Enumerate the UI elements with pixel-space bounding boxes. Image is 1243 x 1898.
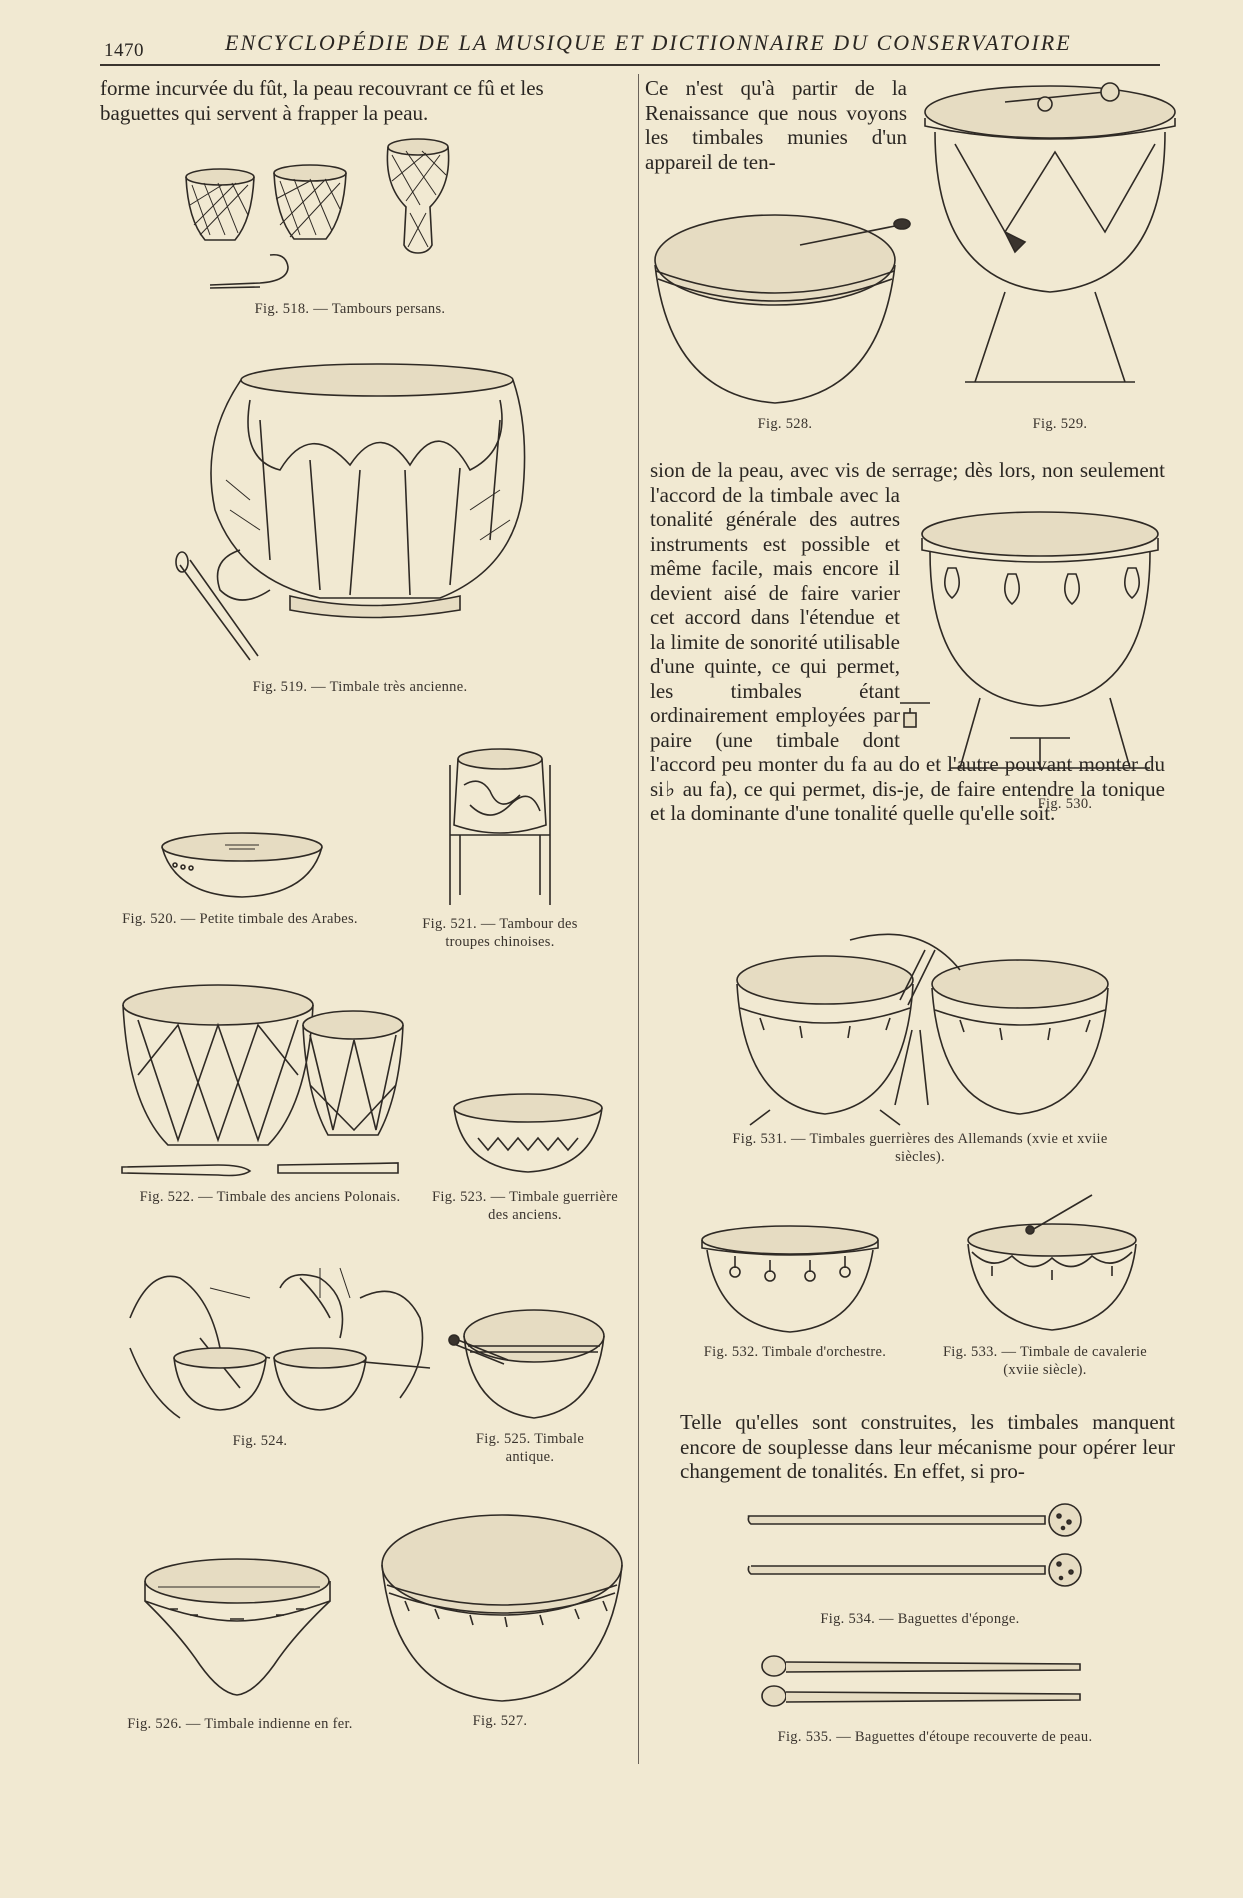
persian-drumstick xyxy=(210,255,288,285)
german-timbale-left xyxy=(737,956,913,1125)
persian-drum-3 xyxy=(387,139,448,253)
page-number: 1470 xyxy=(104,40,144,61)
tow-stick-2 xyxy=(786,1692,1080,1702)
fig-535-tow-sticks-illustration xyxy=(760,1650,1090,1720)
fig-526-caption: Fig. 526. — Timbale indienne en fer. xyxy=(127,1716,353,1732)
tow-stick-1 xyxy=(786,1662,1080,1672)
fig-526-indian-timbale-illustration xyxy=(140,1545,335,1705)
fig-525-caption: Fig. 525. Timbale antique. xyxy=(475,1431,585,1465)
fig-534-caption: Fig. 534. — Baguettes d'éponge. xyxy=(820,1611,1020,1627)
fig-533-cavalry-timbale-illustration xyxy=(962,1200,1142,1335)
fig-521-caption: Fig. 521. — Tambour des troupes chinoises. xyxy=(422,916,578,950)
fig-523-caption: Fig. 523. — Timbale guerrière des anciens. xyxy=(432,1189,618,1223)
right-paragraph-2-text: sion de la peau, avec vis de serrage; dès lors, non seulement l'accord de la timbale avec la tonalité générale des autres instruments est possible et même facile, mais encore il devient aisé de faire varier cet accord dans l'étendue et la limite de sonorité utilisable d'une quinte, ce qui permet, les timbales étant ordinairement employées par paire (une timbale dont l'accord peu monter du fa au do et l'autre pouvant monter du si♭ au fa), ce qui permet, dis-je, de faire entendre la tonique et la dominante d'une tonalité quelle qu'elle soit. xyxy=(650,458,1165,825)
fig-525-antique-timbale-illustration xyxy=(448,1300,608,1425)
fig-524-scene-illustration xyxy=(120,1258,430,1423)
fig-520-caption: Fig. 520. — Petite timbale des Arabes. xyxy=(122,911,358,927)
fig-521-chinese-drum-illustration xyxy=(440,745,560,910)
fig-532-orchestra-timbale-illustration xyxy=(695,1222,885,1337)
scene-drum-left xyxy=(174,1348,266,1410)
fig-534-sponge-sticks-illustration xyxy=(745,1500,1095,1600)
ancient-drumsticks xyxy=(176,552,258,660)
running-head: ENCYCLOPÉDIE DE LA MUSIQUE ET DICTIONNAIRE DU CONSERVATOIRE xyxy=(225,30,1072,55)
fig-529-timbale-illustration xyxy=(915,82,1195,392)
fig-520-arab-timbale-illustration xyxy=(155,825,330,905)
fig-519-ancient-timbale-illustration xyxy=(170,360,550,670)
fig-518-persian-drums-illustration xyxy=(170,135,550,300)
german-timbale-right xyxy=(932,960,1108,1114)
sponge-stick-2 xyxy=(748,1566,1045,1574)
fig-533-caption: Fig. 533. — Timbale de cavalerie (xviie siècle). xyxy=(942,1344,1148,1378)
fig-528-caption: Fig. 528. xyxy=(757,416,813,432)
fig-535-caption: Fig. 535. — Baguettes d'étoupe recouverte de peau. xyxy=(777,1729,1093,1745)
polish-drumstick-1 xyxy=(122,1165,250,1176)
right-paragraph-3: Telle qu'elles sont construites, les timbales manquent encore de souplesse dans leur mécanisme pour opérer leur changement de tonalités. En effet, si pro- xyxy=(680,1410,1175,1483)
fig-524-caption: Fig. 524. xyxy=(232,1433,288,1449)
fig-527-caption: Fig. 527. xyxy=(472,1713,528,1729)
column-divider xyxy=(638,74,639,1764)
scene-drum-right xyxy=(274,1348,366,1410)
fig-531-caption: Fig. 531. — Timbales guerrières des Allemands (xvie et xviie siècles). xyxy=(732,1131,1108,1165)
persian-drum-2 xyxy=(274,165,346,239)
fig-530-timbale-illustration xyxy=(910,508,1170,788)
fig-528-timbale-illustration xyxy=(650,205,920,410)
persian-drum-1 xyxy=(186,169,254,240)
fig-527-timbale-illustration xyxy=(375,1505,630,1705)
fig-529-caption: Fig. 529. xyxy=(1032,416,1088,432)
sponge-stick-1 xyxy=(748,1516,1045,1524)
fig-531-german-timbales-illustration xyxy=(730,930,1115,1125)
left-intro-text: forme incurvée du fût, la peau recouvrant ce fû et les baguettes qui servent à frapper la peau. xyxy=(100,76,544,125)
header-rule xyxy=(100,64,1160,66)
fig-519-caption: Fig. 519. — Timbale très ancienne. xyxy=(252,679,468,695)
fig-518-caption: Fig. 518. — Tambours persans. xyxy=(254,301,446,317)
fig-532-caption: Fig. 532. Timbale d'orchestre. xyxy=(703,1344,887,1360)
fig-530-caption: Fig. 530. xyxy=(1037,796,1093,812)
right-paragraph-1: Ce n'est qu'à partir de la Renaissance que nous voyons les timbales munies d'un appareil de ten- xyxy=(645,76,907,174)
polish-drumstick-2 xyxy=(278,1163,398,1173)
fig-522-polish-timbale-illustration xyxy=(118,975,408,1180)
fig-522-caption: Fig. 522. — Timbale des anciens Polonais. xyxy=(139,1189,401,1205)
fig-523-war-timbale-illustration xyxy=(448,1088,608,1178)
